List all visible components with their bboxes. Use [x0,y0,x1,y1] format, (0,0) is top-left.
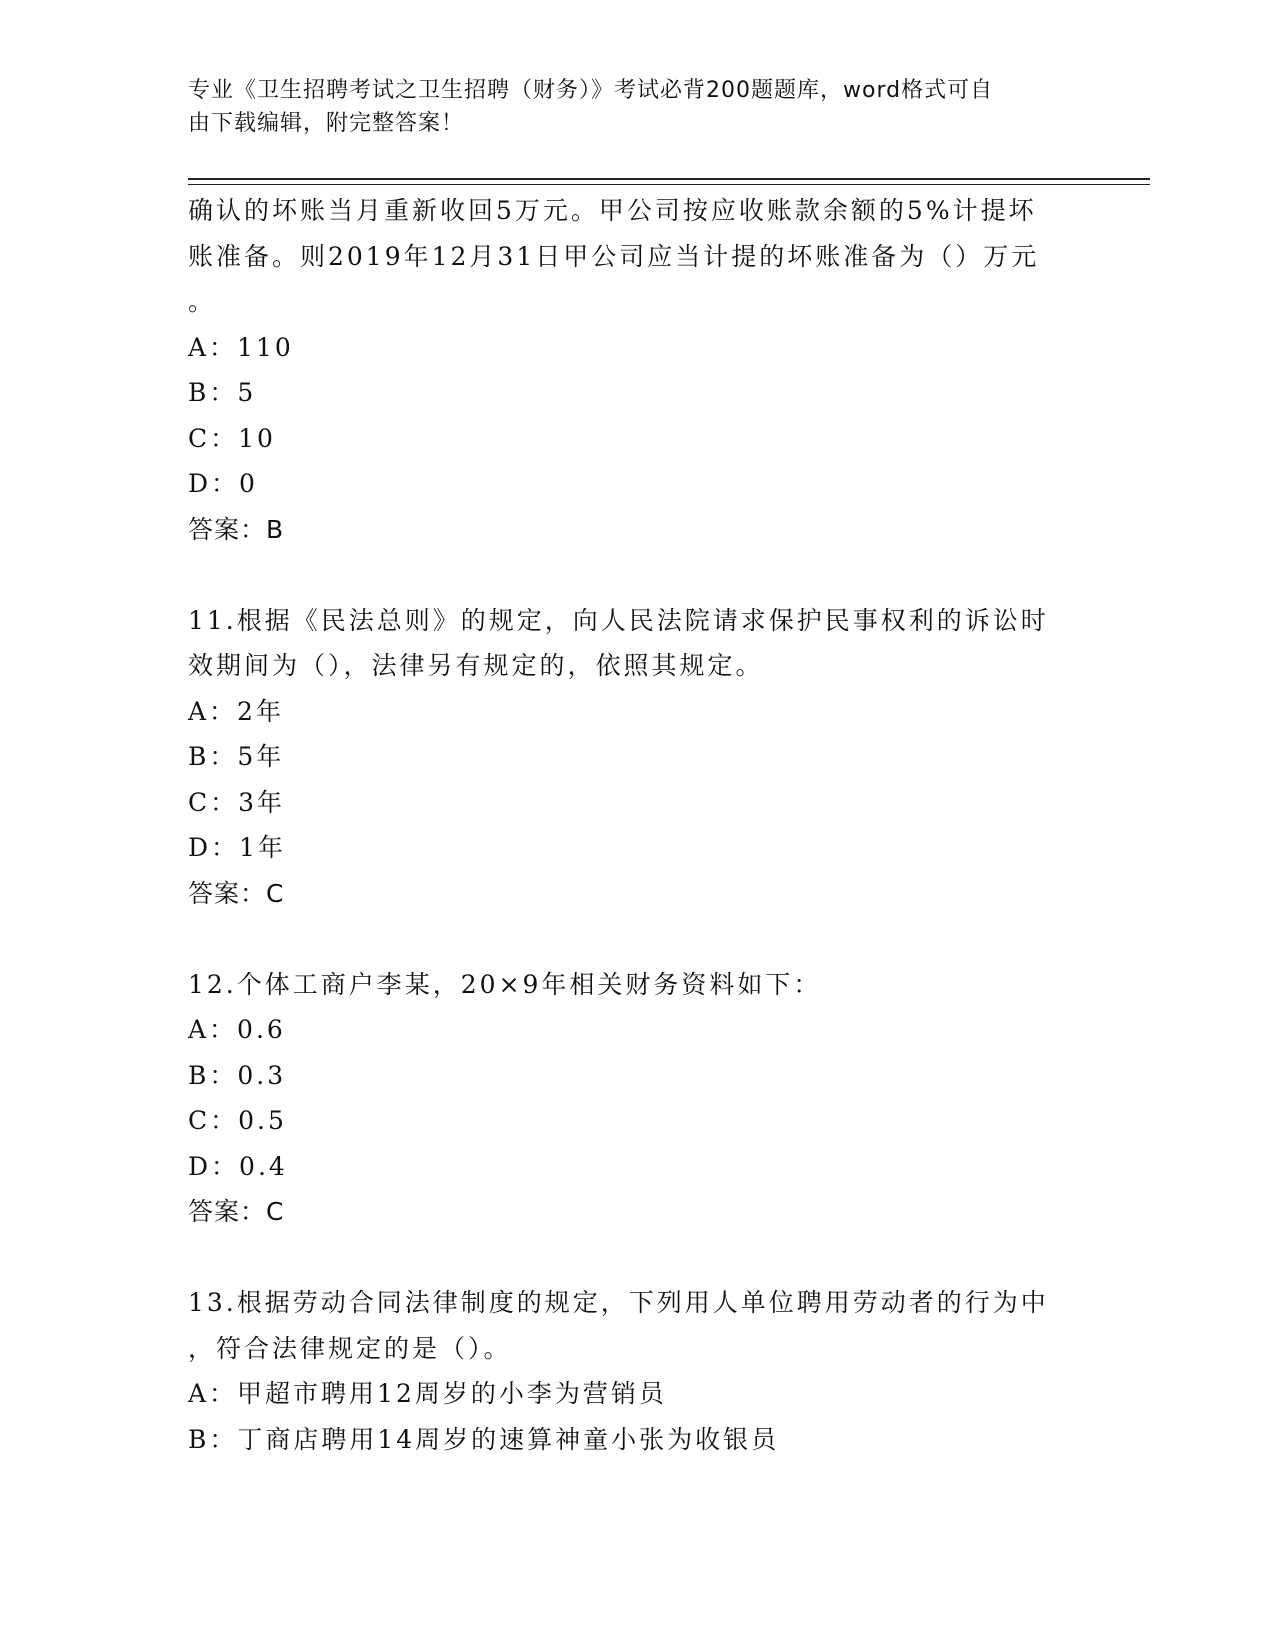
option-b: B：丁商店聘用14周岁的速算神童小张为收银员 [188,1424,780,1454]
question-text: 确认的坏账当月重新收回5万元。甲公司按应收账款余额的5%计提坏 [188,196,1037,225]
header-rule-thin [188,184,1150,185]
question-text: 账准备。则2019年12月31日甲公司应当计提的坏账准备为（）万元 [188,241,1040,271]
option-d: D：0 [188,469,258,498]
question-13 [188,1280,1088,1462]
option-c: C：0.5 [188,1106,287,1135]
question-10 [188,188,1088,552]
answer: 答案：C [188,1197,285,1226]
spacer [188,916,1088,962]
option-b: B：5 [188,378,257,407]
header-line-2: 由下载编辑，附完整答案！ [188,111,465,136]
option-b: B：0.3 [188,1060,287,1090]
option-d: D：0.4 [188,1151,288,1181]
question-text: 13.根据劳动合同法律制度的规定，下列用人单位聘用劳动者的行为中 [188,1288,1049,1317]
question-text: 12.个体工商户李某，20×9年相关财务资料如下： [188,969,822,999]
question-text: 11.根据《民法总则》的规定，向人民法院请求保护民事权利的诉讼时 [188,605,1049,635]
answer: 答案：C [188,878,285,908]
option-a: A：0.6 [188,1015,286,1044]
document-header [188,74,1068,140]
option-a: A：110 [188,332,294,362]
answer: 答案：B [188,514,285,544]
option-a: A：2年 [188,696,284,726]
option-d: D：1年 [188,833,286,862]
spacer [188,552,1088,598]
question-list [188,188,1088,1462]
question-12 [188,962,1088,1235]
option-c: C：3年 [188,787,286,817]
question-text: 。 [188,287,217,316]
question-text: 效期间为（），法律另有规定的，依照其规定。 [188,651,764,680]
option-c: C：10 [188,423,276,453]
spacer [188,1235,1088,1281]
option-b: B：5年 [188,742,285,771]
option-a: A：甲超市聘用12周岁的小李为营销员 [188,1379,667,1408]
question-text: ，符合法律规定的是（）。 [188,1333,512,1363]
question-11 [188,598,1088,917]
header-rule-thick [188,178,1150,180]
header-line-1: 专业《卫生招聘考试之卫生招聘（财务）》考试必背200题题库，word格式可自 [188,78,994,103]
